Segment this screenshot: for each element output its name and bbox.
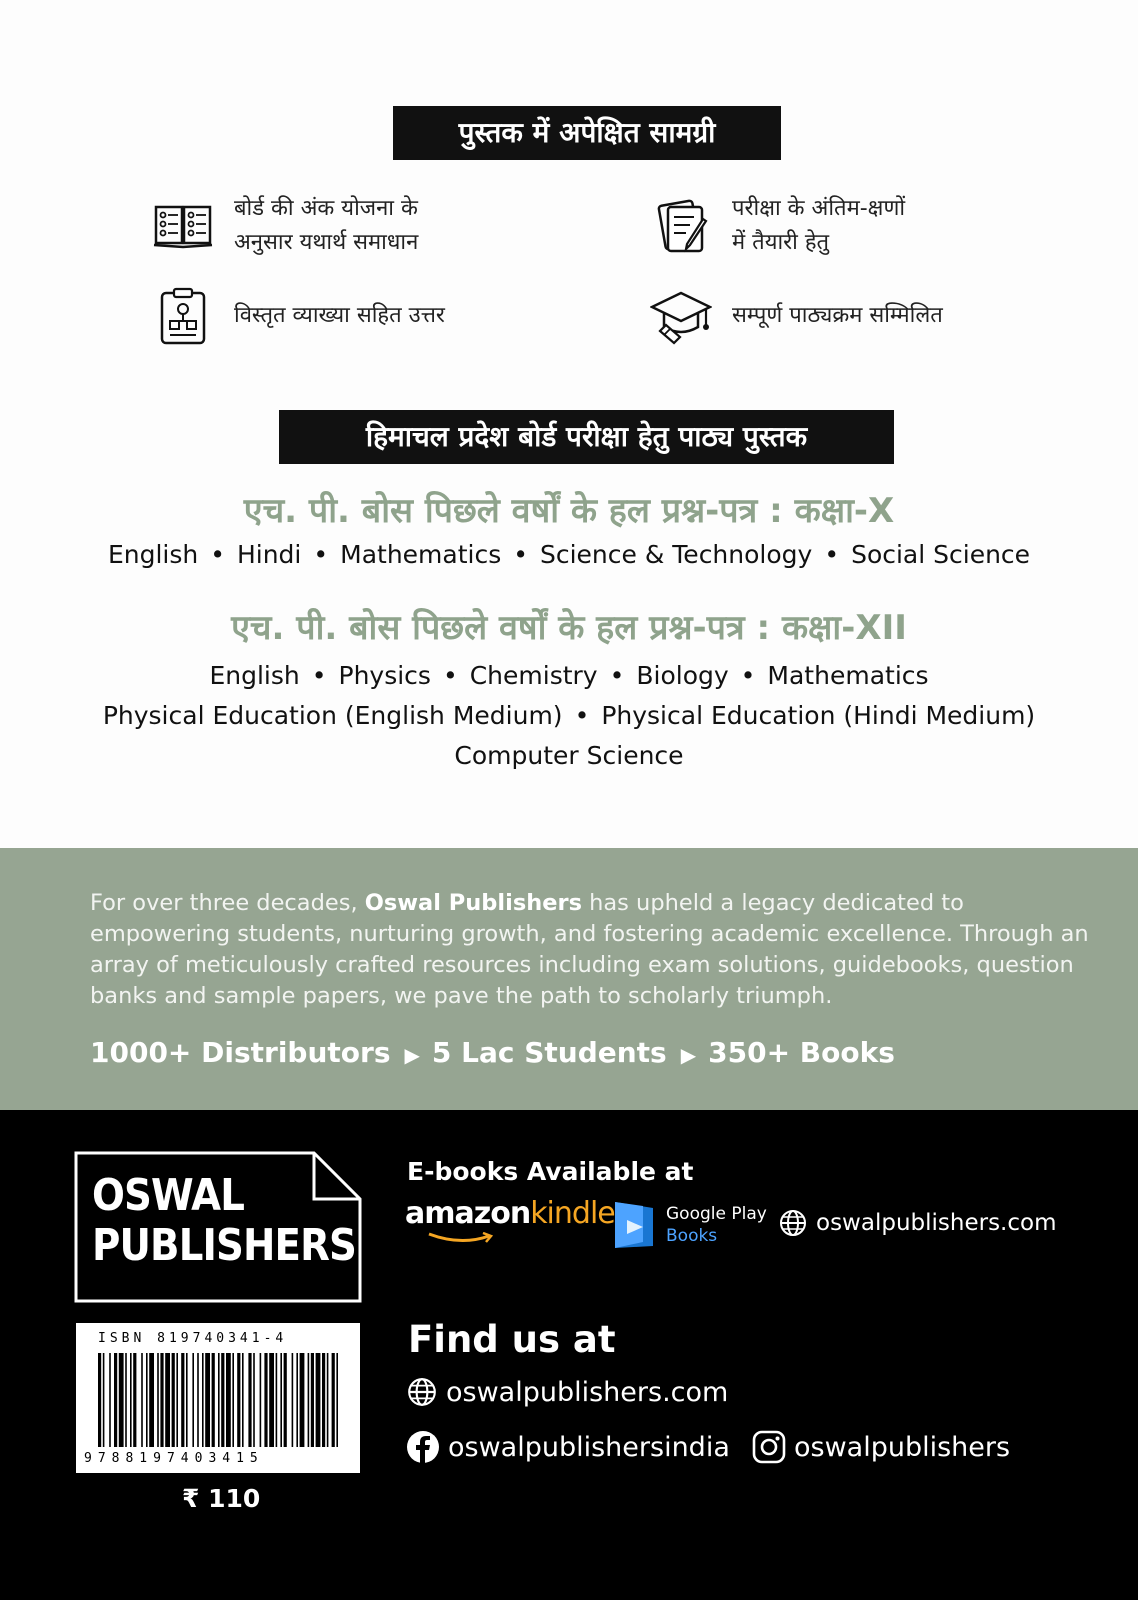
- oswal-logo: [74, 1151, 362, 1303]
- amazon-kindle-logo[interactable]: [405, 1196, 615, 1231]
- amazon-wordmark: amazon: [405, 1196, 531, 1231]
- board-scheme-icon: [152, 195, 214, 257]
- subject-item: Physical Education (Hindi Medium): [601, 701, 1036, 730]
- about-post: has upheld a legacy dedicated to empowering students, nurturing growth, and fostering academic excellence. Through an array of meticulously crafted resources including exam solutions, guidebooks, question banks and sample papers, we pave the path to scholarly triumph.: [90, 890, 1089, 1009]
- feature-clipboard: [152, 285, 445, 347]
- class-xii-subjects-line3: [0, 741, 1138, 770]
- instagram-icon: [752, 1430, 786, 1464]
- feature-text: बोर्ड की अंक योजना के अनुसार यथार्थ समाधान: [234, 196, 419, 255]
- triangle-right-icon: ▶: [404, 1043, 420, 1067]
- bullet-separator: •: [513, 540, 528, 569]
- price: ₹ 110: [182, 1484, 261, 1513]
- stat-students: 5 Lac Students: [431, 1036, 667, 1069]
- subject-item: Biology: [636, 661, 729, 690]
- bullet-separator: •: [311, 661, 327, 690]
- about-brand: Oswal Publishers: [364, 890, 582, 916]
- stat-distributors: 1000+ Distributors: [90, 1036, 391, 1069]
- kindle-wordmark: kindle: [530, 1196, 615, 1231]
- subject-item: Social Science: [851, 540, 1031, 569]
- class-x-subjects: [0, 540, 1138, 569]
- isbn-barcode: [76, 1323, 360, 1473]
- feature-exam-notes: [650, 192, 905, 260]
- books-heading: हिमाचल प्रदेश बोर्ड परीक्षा हेतु पाठ्य पुस्तक: [279, 410, 894, 464]
- class-xii-subjects-line2: [0, 701, 1138, 730]
- facebook-icon: [406, 1430, 440, 1464]
- find-us-title: Find us at: [408, 1318, 616, 1361]
- globe-icon: [778, 1208, 808, 1238]
- google-play-books-text: [666, 1203, 767, 1247]
- bullet-separator: •: [824, 540, 840, 569]
- stats-row: [90, 1036, 895, 1069]
- amazon-smile-icon: [427, 1232, 497, 1244]
- instagram-text: oswalpublishers: [794, 1431, 1011, 1463]
- subject-item: Chemistry: [469, 661, 598, 690]
- graduation-cap-icon: [650, 285, 712, 347]
- logo-line1: OSWAL: [92, 1170, 245, 1221]
- bullet-separator: •: [609, 661, 625, 690]
- subject-item: Mathematics: [767, 661, 929, 690]
- class-x-title: एच. पी. बोस पिछले वर्षों के हल प्रश्न-पत्र : कक्षा-X: [243, 491, 895, 531]
- about-pre: For over three decades,: [90, 890, 365, 916]
- about-text: [90, 888, 1090, 1012]
- subject-item: English: [107, 540, 199, 569]
- class-xii-subjects-line1: [0, 661, 1138, 690]
- bullet-separator: •: [574, 701, 590, 730]
- triangle-right-icon: ▶: [680, 1043, 697, 1067]
- google-play-books-icon[interactable]: [613, 1200, 659, 1250]
- ebooks-website-link[interactable]: [778, 1208, 1057, 1238]
- ebooks-website-text: oswalpublishers.com: [816, 1210, 1057, 1236]
- feature-text: परीक्षा के अंतिम-क्षणों में तैयारी हेतु: [732, 196, 906, 255]
- subject-item: Physical Education (English Medium): [102, 701, 563, 730]
- instagram-link[interactable]: [752, 1430, 1010, 1464]
- globe-icon: [406, 1376, 438, 1408]
- facebook-text: oswalpublishersindia: [448, 1431, 730, 1463]
- gplay-line2: Books: [666, 1226, 718, 1246]
- bullet-separator: •: [442, 661, 458, 690]
- subject-item: Computer Science: [454, 741, 684, 770]
- logo-text: [92, 1171, 356, 1271]
- bullet-separator: •: [313, 540, 329, 569]
- stat-books: 350+ Books: [708, 1036, 895, 1069]
- subject-item: Physics: [338, 661, 431, 690]
- gplay-line1: Google Play: [666, 1204, 767, 1224]
- feature-text: सम्पूर्ण पाठ्यक्रम सम्मिलित: [732, 303, 943, 328]
- ebooks-title: E-books Available at: [407, 1157, 694, 1186]
- feature-text: विस्तृत व्याख्या सहित उत्तर: [234, 303, 445, 328]
- bullet-separator: •: [740, 661, 756, 690]
- subject-item: Mathematics: [340, 540, 502, 569]
- feature-graduation: [650, 285, 943, 347]
- exam-notes-icon: [650, 195, 712, 257]
- subject-item: Hindi: [236, 540, 302, 569]
- bullet-separator: •: [210, 540, 225, 569]
- logo-line2: PUBLISHERS: [92, 1220, 357, 1271]
- website-link[interactable]: [406, 1376, 728, 1408]
- features-heading: पुस्तक में अपेक्षित सामग्री: [393, 106, 781, 160]
- barcode-digits: 9788197403415: [84, 1451, 264, 1466]
- website-text: oswalpublishers.com: [446, 1376, 729, 1408]
- subject-item: English: [209, 661, 300, 690]
- clipboard-icon: [152, 285, 214, 347]
- isbn-text: ISBN 819740341-4: [98, 1331, 288, 1346]
- feature-board-scheme: [152, 192, 418, 260]
- facebook-link[interactable]: [406, 1430, 730, 1464]
- subject-item: Science & Technology: [539, 540, 813, 569]
- class-xii-title: एच. पी. बोस पिछले वर्षों के हल प्रश्न-पत्र : कक्षा-XII: [231, 608, 907, 648]
